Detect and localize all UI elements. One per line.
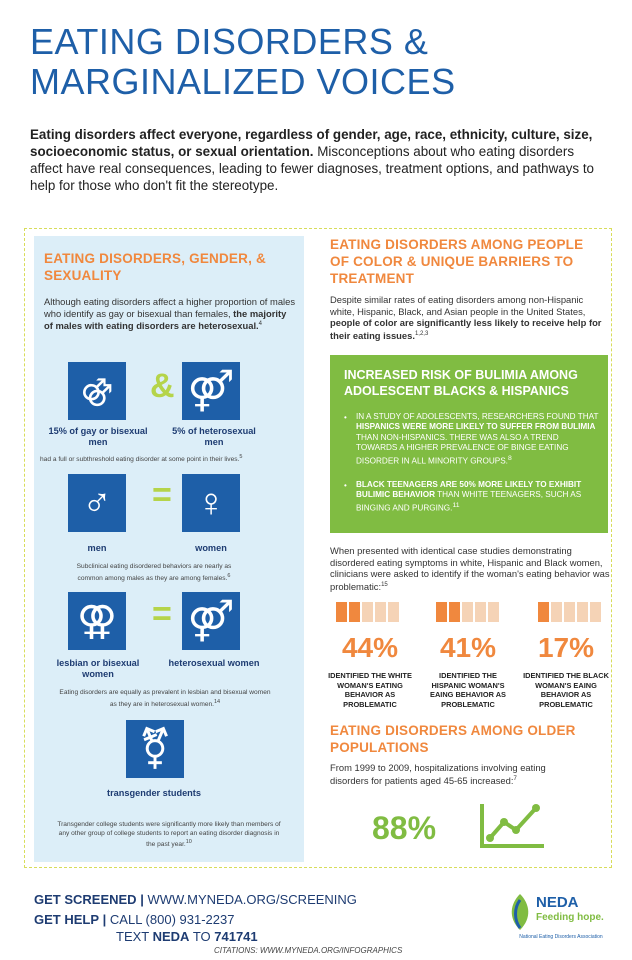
bulimia-heading: INCREASED RISK OF BULIMIA AMONG ADOLESCENT BLACKS & HISPANICS [344,368,578,398]
help-line: GET HELP | CALL (800) 931-2237 [34,912,235,927]
older-stat: 88% [372,810,437,846]
caption-women: women [195,543,227,553]
bar-segment [564,602,575,622]
title-line-1: EATING DISORDERS & [30,21,429,62]
caption-men: men [87,543,107,553]
bar-segment [577,602,588,622]
intro-paragraph [30,126,610,194]
phone-link[interactable]: CALL (800) 931-2237 [109,912,235,927]
label-black: IDENTIFIED THE BLACK WOMAN'S EAING BEHAVIOR AS PROBLEMATIC [523,671,609,709]
male-icon: ♂ [68,474,126,532]
bar-segment [538,602,549,622]
title-line-2: MARGINALIZED VOICES [30,61,456,102]
caption-heterosexual-men: 5% of heterosexual men [172,426,256,447]
male-female-icon: ⚤ [182,362,240,420]
neda-leaf-icon [506,892,534,932]
pct-white: 44% [341,632,399,663]
note-prevalence: Eating disorders are equally as prevalent in lesbian and bisexual women as they are in heterosexual women.$^{14}$ [59,689,271,708]
caption-transgender-students: transgender students [107,788,201,798]
intro-bold: Eating disorders affect everyone, regardless of gender, age, race, ethnicity, culture, size, socioeconomic status, or sexual orientation. [30,127,593,159]
equals-sign-1: = [152,476,172,514]
note-transgender: Transgender college students were significantly more likely than members of any other group of college students to report an eating disorder diagnosis in the past year.$^{10}$ [57,821,281,849]
bar-segment [336,602,347,622]
bulimia-box [330,355,608,533]
double-female-icon: ⚢ [68,592,126,650]
note-subclinical: Subclinical eating disordered behaviors are nearly as common among males as they are among females.$^6$ [76,563,232,582]
bar-meter-white [336,602,399,622]
older-text: From 1999 to 2009, hospitalizations involving eating disorders for patients aged 45-65 increased:$^7$ [330,762,546,786]
screening-link[interactable]: WWW.MYNEDA.ORG/SCREENING [147,892,357,907]
bullet-2: • [344,481,347,490]
bulimia-item-2: BLACK TEENAGERS ARE 50% MORE LIKELY TO EXHIBIT BULIMIC BEHAVIOR THAN WHITE TEENAGERS, SUCH AS BINGING AND PURGING.$^{11}$ [356,480,582,513]
page-title [30,22,610,102]
bullet-1: • [344,413,347,422]
bar-segment [551,602,562,622]
bar-meter-hispanic [436,602,499,622]
neda-tagline: Feeding hope. [536,912,604,923]
cases-text: When presented with identical case studies demonstrating disordered eating symptoms in white, Hispanic and Black women, clinicians were asked to identify if the woman's eating behavior was problematic:$^{15}$ [330,545,610,592]
female-icon: ♀ [182,474,240,532]
caption-gay-bisexual-men: 15% of gay or bisexual men [48,426,148,447]
neda-org-name: National Eating Disorders Association [519,934,603,940]
bar-meter-black [538,602,601,622]
bar-segment [475,602,486,622]
bar-segment [436,602,447,622]
poc-text: Despite similar rates of eating disorders among non-Hispanic white, Hispanic, Black, and Asian people in the United States, people of color are significantly less likely to receive help for their eating issues.$^{1,2,3}$ [330,294,602,341]
bar-segment [462,602,473,622]
transgender-icon: ⚧ [126,720,184,778]
pct-black: 17% [537,632,595,663]
screened-line: GET SCREENED | WWW.MYNEDA.ORG/SCREENING [34,892,357,907]
gender-panel [34,236,304,862]
intro-rest: Misconceptions about who eating disorders affect have real consequences, leading to fewer diagnoses, treatment options, and pathways to help for those who don't fit the stereotype. [30,144,595,193]
bulimia-item-1: IN A STUDY OF ADOLESCENTS, RESEARCHERS FOUND THAT HISPANICS WERE MORE LIKELY TO SUFFER FROM BULIMIA THAN NON-HISPANICS. THERE WAS ALSO A TREND TOWARDS A HIGHER PREVALENCE OF BINGE EATING DISORDER IN ALL MINORITY GROUPS.$^8$ [356,412,599,466]
trend-up-icon [478,800,548,850]
bar-segment [449,602,460,622]
bar-segment [375,602,386,622]
equals-sign-2: = [152,595,172,633]
double-male-icon: ⚣ [68,362,126,420]
neda-logo [506,890,616,950]
bar-segment [488,602,499,622]
note-lifetime: had a full or subthreshold eating disorder at some point in their lives.$^5$ [40,454,243,464]
gender-text: Although eating disorders affect a higher proportion of males who identify as gay or bisexual than females, the majority of males with eating disorders are heterosexual.$^4$ [44,296,296,332]
gender-heading: EATING DISORDERS, GENDER, & SEXUALITY [44,251,266,283]
bar-segment [590,602,601,622]
pct-hispanic: 41% [439,632,497,663]
caption-lesbian-bisexual-women: lesbian or bisexual women [56,658,140,679]
text-line: TEXT NEDA TO 741741 [116,929,258,944]
bar-segment [362,602,373,622]
and-sign: & [150,367,175,405]
label-white: IDENTIFIED THE WHITE WOMAN'S EATING BEHAVIOR AS PROBLEMATIC [328,671,412,709]
female-male-icon: ⚤ [182,592,240,650]
poc-heading: EATING DISORDERS AMONG PEOPLE OF COLOR & UNIQUE BARRIERS TO TREATMENT [330,237,584,286]
older-heading: EATING DISORDERS AMONG OLDER POPULATIONS [330,723,576,755]
label-hispanic: IDENTIFIED THE HISPANIC WOMAN'S EAING BEHAVIOR AS PROBLEMATIC [430,671,506,709]
caption-heterosexual-women: heterosexual women [168,658,260,668]
neda-name: NEDA [536,894,579,911]
bar-segment [388,602,399,622]
citations: CITATIONS: WWW.MYNEDA.ORG/INFOGRAPHICS [214,946,403,955]
bar-segment [349,602,360,622]
